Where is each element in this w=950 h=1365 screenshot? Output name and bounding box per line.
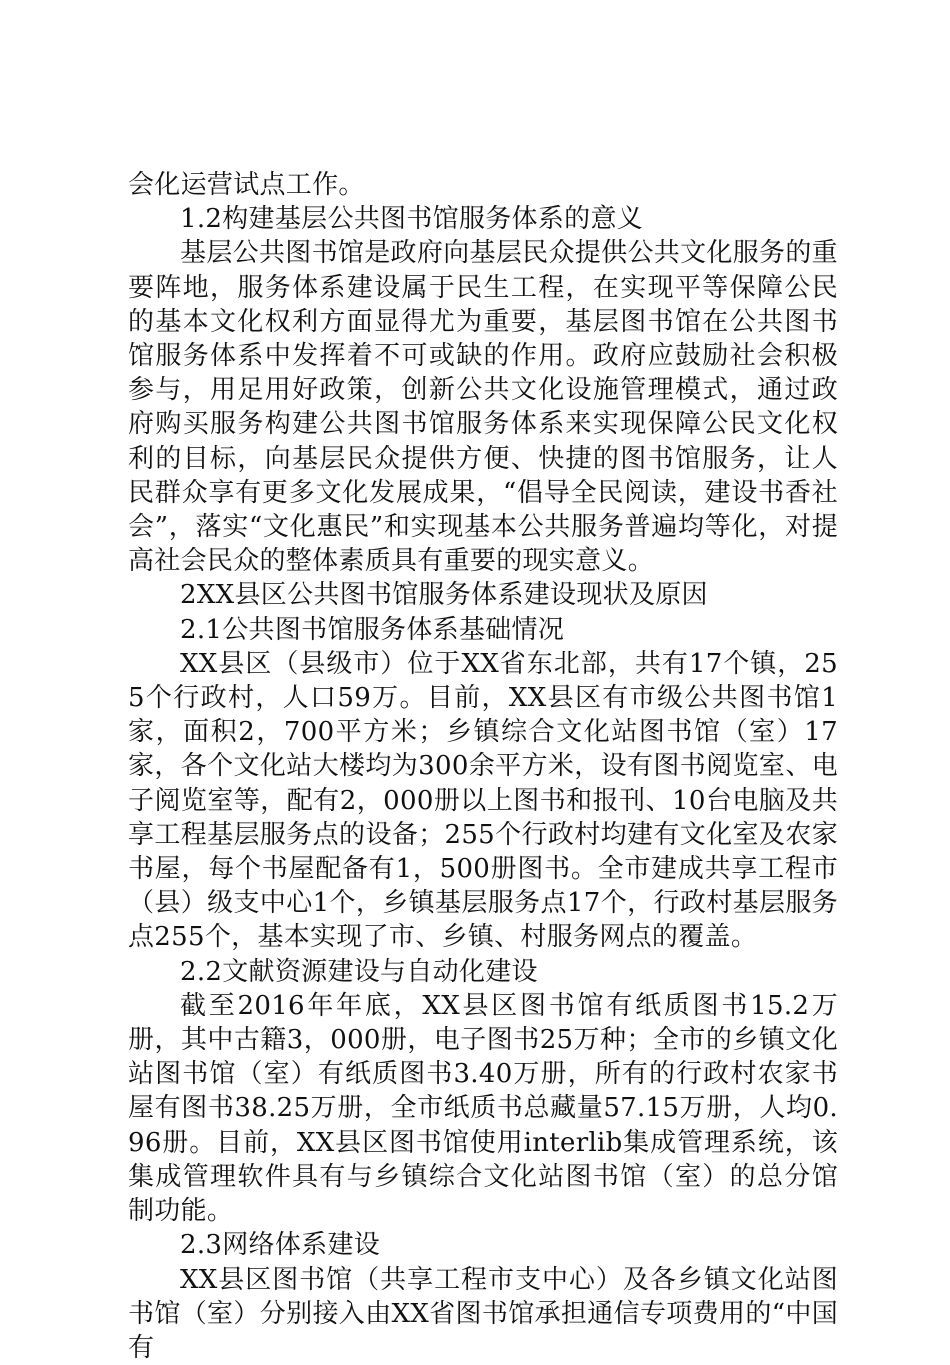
paragraph-network: XX县区图书馆（共享工程市支中心）及各乡镇文化站图书馆（室）分别接入由XX省图书馆承担通信专项费用的“中国有: [128, 1263, 838, 1365]
paragraph-continuation: 会化运营试点工作。: [128, 168, 838, 202]
section-heading-2: 2XX县区公共图书馆服务体系建设现状及原因: [128, 578, 838, 612]
section-heading-2-1: 2.1公共图书馆服务体系基础情况: [128, 613, 838, 647]
document-body: [128, 168, 838, 1365]
section-heading-1-2: 1.2构建基层公共图书馆服务体系的意义: [128, 202, 838, 236]
section-heading-2-3: 2.3网络体系建设: [128, 1228, 838, 1262]
section-heading-2-2: 2.2文献资源建设与自动化建设: [128, 955, 838, 989]
paragraph-resources: 截至2016年年底，XX县区图书馆有纸质图书15.2万册，其中古籍3，000册，电子图书25万种；全市的乡镇文化站图书馆（室）有纸质图书3.40万册，所有的行政村农家书屋有图书38.25万册，全市纸质书总藏量57.15万册，人均0.96册。目前，XX县区图书馆使用interlib集成管理系统，该集成管理软件具有与乡镇综合文化站图书馆（室）的总分馆制功能。: [128, 989, 838, 1228]
paragraph-basic-situation: XX县区（县级市）位于XX省东北部，共有17个镇，255个行政村，人口59万。目前，XX县区有市级公共图书馆1家，面积2，700平方米；乡镇综合文化站图书馆（室）17家，各个文化站大楼均为300余平方米，设有图书阅览室、电子阅览室等，配有2，000册以上图书和报刊、10台电脑及共享工程基层服务点的设备；255个行政村均建有文化室及农家书屋，每个书屋配备有1，500册图书。全市建成共享工程市（县）级支中心1个，乡镇基层服务点17个，行政村基层服务点255个，基本实现了市、乡镇、村服务网点的覆盖。: [128, 647, 838, 955]
paragraph-significance: 基层公共图书馆是政府向基层民众提供公共文化服务的重要阵地，服务体系建设属于民生工程，在实现平等保障公民的基本文化权利方面显得尤为重要，基层图书馆在公共图书馆服务体系中发挥着不可或缺的作用。政府应鼓励社会积极参与，用足用好政策，创新公共文化设施管理模式，通过政府购买服务构建公共图书馆服务体系来实现保障公民文化权利的目标，向基层民众提供方便、快捷的图书馆服务，让人民群众享有更多文化发展成果，“倡导全民阅读，建设书香社会”，落实“文化惠民”和实现基本公共服务普遍均等化，对提高社会民众的整体素质具有重要的现实意义。: [128, 236, 838, 578]
